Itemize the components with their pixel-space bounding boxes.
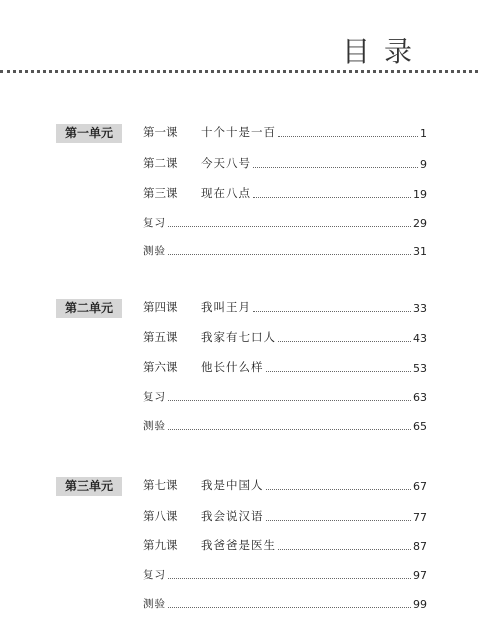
dot-leader (168, 428, 411, 430)
quiz-title: 测验 (143, 245, 166, 257)
page-title: 目录 (341, 35, 426, 68)
title-divider (0, 70, 478, 73)
page-number: 99 (413, 598, 427, 611)
toc-entry[interactable] (143, 537, 427, 553)
page-number: 67 (413, 480, 427, 493)
page-number: 9 (420, 158, 427, 171)
toc-entry-review[interactable] (143, 388, 427, 404)
page-number: 1 (420, 127, 427, 140)
page-number: 77 (413, 511, 427, 524)
dot-leader (278, 340, 411, 342)
review-title: 复习 (143, 217, 166, 229)
toc-entry[interactable] (143, 299, 427, 315)
toc-entry-quiz[interactable] (143, 417, 427, 433)
lesson-number: 第二课 (143, 156, 178, 170)
lesson-title: 我叫王月 (201, 300, 251, 314)
toc-entry-review[interactable] (143, 566, 427, 582)
quiz-title: 测验 (143, 420, 166, 432)
dot-leader (253, 310, 411, 312)
dot-leader (168, 225, 411, 227)
dot-leader (278, 135, 418, 137)
page-number: 63 (413, 391, 427, 404)
page-number: 65 (413, 420, 427, 433)
toc-entry[interactable] (143, 477, 427, 493)
review-title: 复习 (143, 569, 166, 581)
dot-leader (168, 606, 411, 608)
lesson-number: 第六课 (143, 360, 178, 374)
toc-entry[interactable] (143, 359, 427, 375)
lesson-title: 我家有七口人 (201, 330, 276, 344)
dot-leader (253, 196, 411, 198)
dot-leader (266, 488, 412, 490)
page-number: 43 (413, 332, 427, 345)
lesson-number: 第七课 (143, 478, 178, 492)
lesson-number: 第一课 (143, 125, 178, 139)
dot-leader (253, 166, 418, 168)
page-number: 19 (413, 188, 427, 201)
lesson-title: 我是中国人 (201, 478, 264, 492)
dot-leader (278, 548, 411, 550)
lesson-title: 十个十是一百 (201, 125, 276, 139)
dot-leader (168, 253, 411, 255)
toc-entry[interactable] (143, 329, 427, 345)
lesson-number: 第八课 (143, 509, 178, 523)
lesson-title: 我爸爸是医生 (201, 538, 276, 552)
unit-badge: 第二单元 (56, 299, 122, 318)
lesson-number: 第四课 (143, 300, 178, 314)
toc-entry-quiz[interactable] (143, 595, 427, 611)
lesson-number: 第三课 (143, 186, 178, 200)
lesson-title: 现在八点 (201, 186, 251, 200)
page-number: 33 (413, 302, 427, 315)
lesson-number: 第五课 (143, 330, 178, 344)
page-number: 31 (413, 245, 427, 258)
quiz-title: 测验 (143, 598, 166, 610)
dot-leader (266, 519, 412, 521)
unit-badge: 第三单元 (56, 477, 122, 496)
toc-entry[interactable] (143, 124, 427, 140)
toc-entry-review[interactable] (143, 214, 427, 230)
unit-badge: 第一单元 (56, 124, 122, 143)
page-number: 97 (413, 569, 427, 582)
lesson-title: 我会说汉语 (201, 509, 264, 523)
toc-entry-quiz[interactable] (143, 242, 427, 258)
lesson-title: 他长什么样 (201, 360, 264, 374)
page-number: 53 (413, 362, 427, 375)
page-number: 87 (413, 540, 427, 553)
lesson-number: 第九课 (143, 538, 178, 552)
review-title: 复习 (143, 391, 166, 403)
dot-leader (168, 577, 411, 579)
toc-entry[interactable] (143, 508, 427, 524)
lesson-title: 今天八号 (201, 156, 251, 170)
dot-leader (168, 399, 411, 401)
toc-entry[interactable] (143, 185, 427, 201)
page-number: 29 (413, 217, 427, 230)
toc-entry[interactable] (143, 155, 427, 171)
dot-leader (266, 370, 412, 372)
